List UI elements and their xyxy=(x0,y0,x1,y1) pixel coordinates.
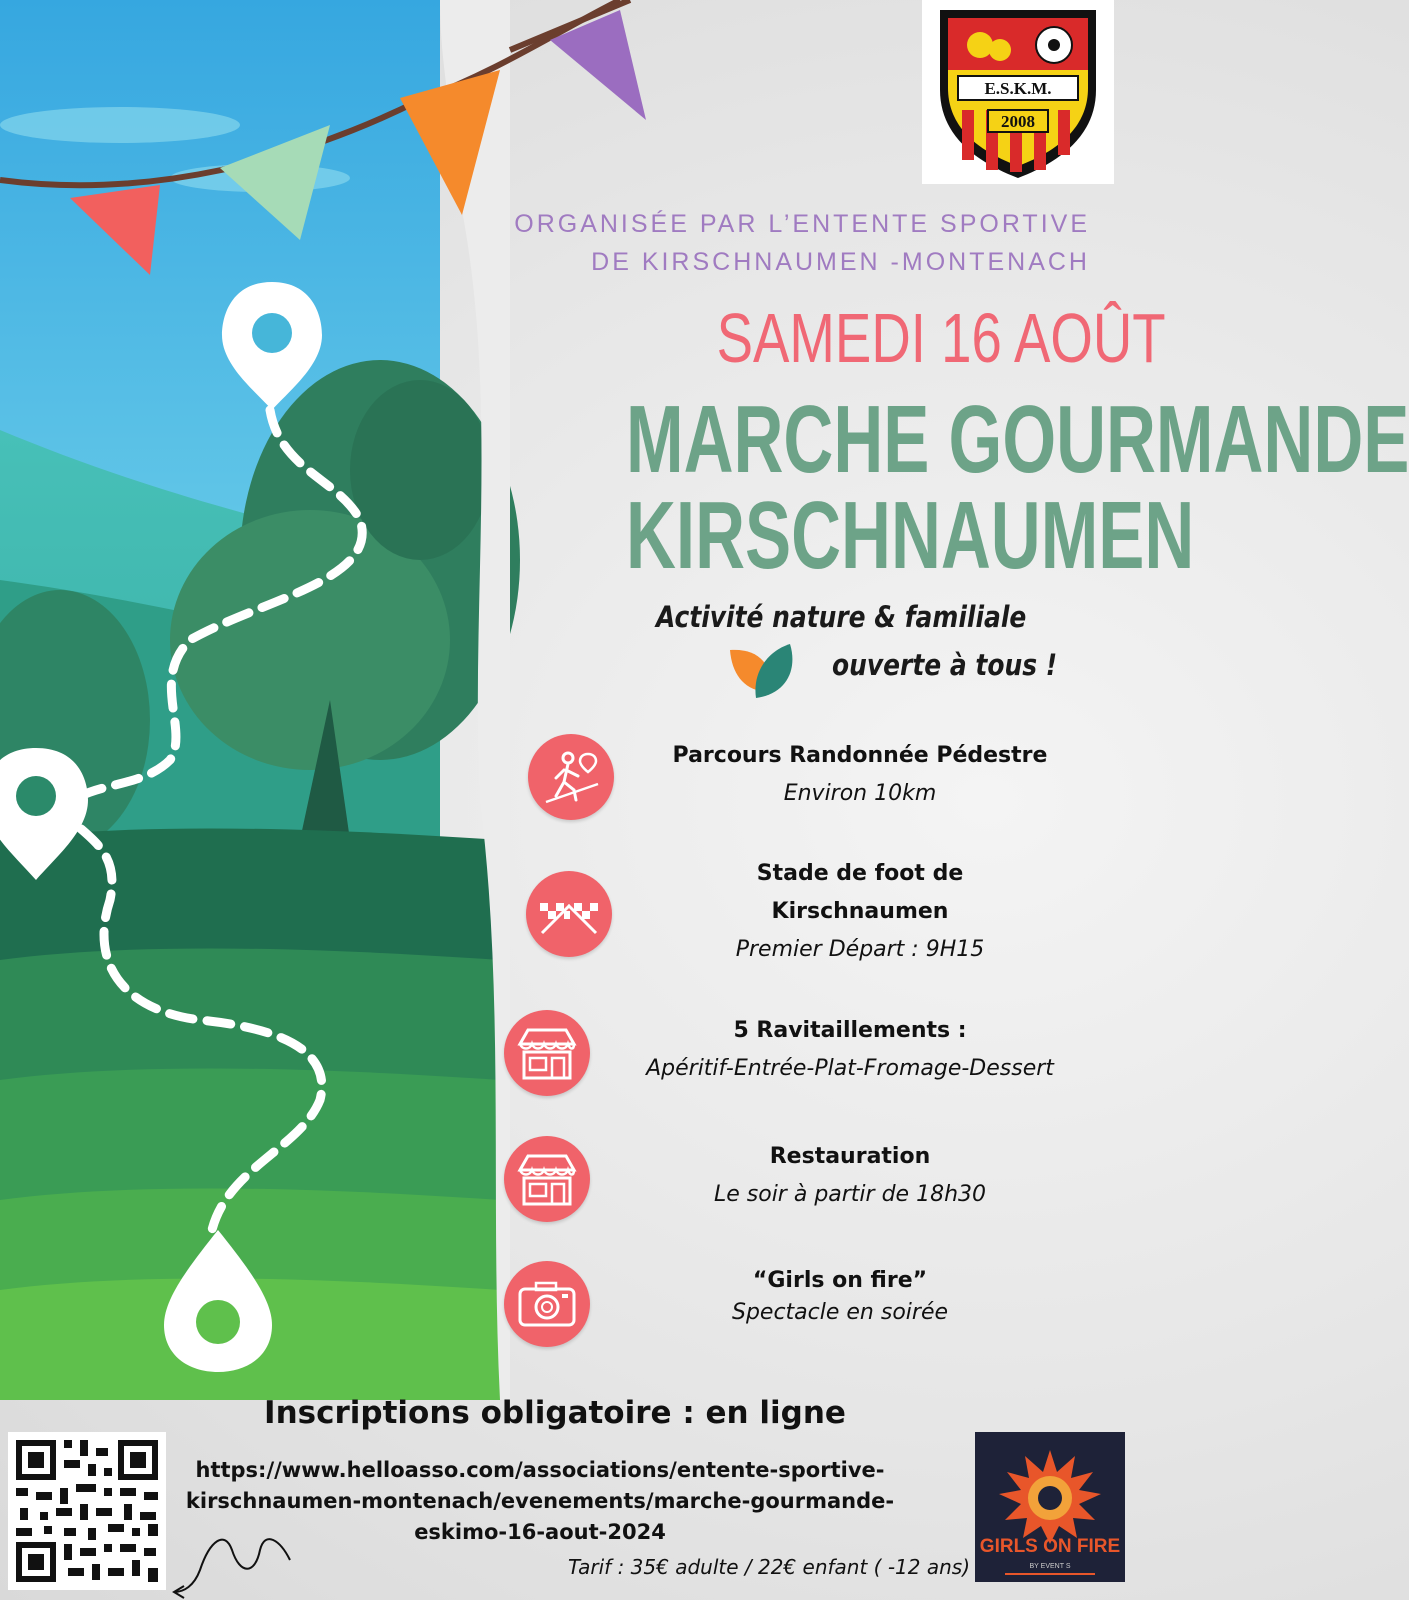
info-restauration xyxy=(620,1138,1080,1214)
shop-icon xyxy=(504,1136,590,1222)
info-show-detail: Spectacle en soirée xyxy=(731,1300,949,1325)
info-stadium-title-1: Stade de foot de xyxy=(756,861,964,886)
shop-icon xyxy=(504,1010,590,1096)
info-show xyxy=(620,1265,1060,1329)
info-restauration-title: Restauration xyxy=(769,1144,931,1169)
girls-on-fire-logo xyxy=(975,1432,1125,1582)
nature-illustration xyxy=(0,0,510,1400)
info-stadium-title-2: Kirschnaumen xyxy=(771,899,949,924)
info-stadium xyxy=(640,855,1080,969)
organizer-line-1: ORGANISÉE PAR L’ENTENTE SPORTIVE xyxy=(514,210,1090,238)
info-ravitaillements-detail: Apéritif-Entrée-Plat-Fromage-Dessert xyxy=(646,1056,1054,1081)
hiking-icon xyxy=(528,734,614,820)
event-title xyxy=(626,386,1409,589)
tagline-line-1: Activité nature & familiale xyxy=(656,600,1027,634)
organizer-text xyxy=(490,205,1090,281)
show-byline: BY EVENT S xyxy=(1029,1563,1071,1570)
info-hiking-detail: Environ 10km xyxy=(783,781,937,806)
info-stadium-detail: Premier Départ : 9H15 xyxy=(735,937,985,962)
info-restauration-detail: Le soir à partir de 18h30 xyxy=(713,1182,987,1207)
leaf-icon xyxy=(726,640,798,702)
info-show-title: “Girls on fire” xyxy=(752,1268,928,1293)
info-ravitaillements xyxy=(590,1012,1110,1088)
organizer-line-2: DE KIRSCHNAUMEN -MONTENACH xyxy=(591,248,1090,276)
bunting-decoration xyxy=(510,0,670,130)
eskm-club-logo xyxy=(922,0,1114,184)
show-name: GIRLS ON FIRE xyxy=(979,1536,1121,1557)
qr-code[interactable] xyxy=(8,1432,166,1590)
url-line-2[interactable]: kirschnaumen-montenach/evenements/marche-gourmande- xyxy=(185,1489,895,1513)
club-year: 2008 xyxy=(1001,112,1035,131)
checkered-flags-icon xyxy=(526,871,612,957)
camera-icon xyxy=(504,1261,590,1347)
info-ravitaillements-title: 5 Ravitaillements : xyxy=(733,1018,967,1043)
curly-arrow-icon xyxy=(170,1520,310,1600)
url-line-1[interactable]: https://www.helloasso.com/associations/entente-sportive- xyxy=(195,1458,885,1482)
inscription-heading: Inscriptions obligatoire : en ligne xyxy=(264,1395,846,1431)
event-date: SAMEDI 16 AOÛT xyxy=(716,299,1166,377)
url-line-3[interactable]: eskimo-16-aout-2024 xyxy=(414,1520,666,1544)
tarif-text: Tarif : 35€ adulte / 22€ enfant ( -12 ans) xyxy=(568,1555,970,1579)
tagline-line-2: ouverte à tous ! xyxy=(832,648,1058,682)
club-initials: E.S.K.M. xyxy=(984,79,1052,98)
info-hiking-title: Parcours Randonnée Pédestre xyxy=(672,743,1048,768)
title-line-1: MARCHE GOURMANDE xyxy=(626,386,1409,493)
info-hiking xyxy=(640,737,1080,813)
title-line-2: KIRSCHNAUMEN xyxy=(626,482,1195,589)
